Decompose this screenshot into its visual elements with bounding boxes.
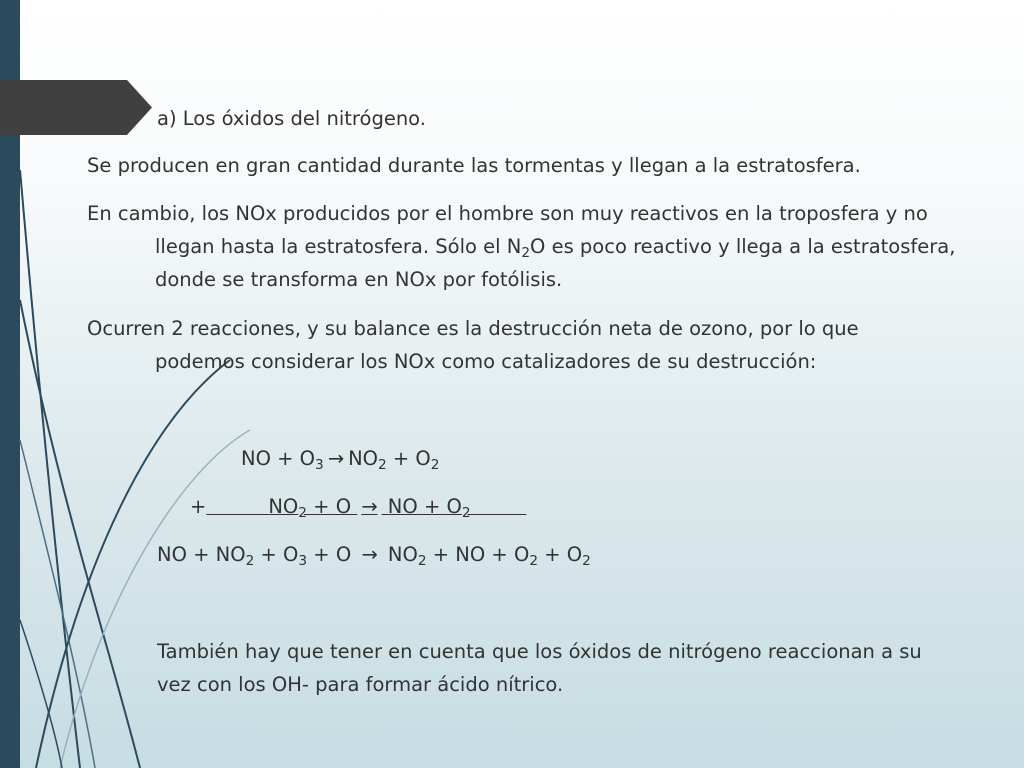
- paragraph-1: Se producen en gran cantidad durante las tormentas y llegan a la estratosfera.: [87, 154, 861, 177]
- paragraph-4-line-1: También hay que tener en cuenta que los óxidos de nitrógeno reaccionan a su: [157, 640, 922, 663]
- equation-1: NO + $O_3 \to NO_2 + O_2$: [241, 447, 440, 473]
- paragraph-4-line-2: vez con los OH- para formar ácido nítrico.: [157, 673, 564, 696]
- arrow-icon: →: [327, 447, 345, 470]
- paragraph-3-line-2: podemos considerar los NOx como catalizadores de su destrucción:: [155, 350, 817, 373]
- paragraph-2-line-1: En cambio, los NOx producidos por el hombre son muy reactivos en la troposfera y no: [87, 202, 928, 225]
- paragraph-4: [157, 635, 922, 701]
- paragraph-2-line-3: donde se transforma en NOx por fotólisis.: [155, 268, 563, 291]
- arrow-icon: →: [361, 495, 378, 518]
- equation-2: + $NO_2 + O$ → NO + $O_2$: [190, 495, 471, 521]
- title-tab-shape: [0, 80, 152, 135]
- paragraph-2: [87, 197, 955, 296]
- paragraph-3: [87, 312, 859, 378]
- equation-3: NO + $NO_2 + O_3 + O \to NO_2$ + NO + $O_2 + O_2$: [157, 543, 591, 569]
- section-title: a) Los óxidos del nitrógeno.: [157, 107, 426, 130]
- paragraph-3-line-1: Ocurren 2 reacciones, y su balance es la destrucción neta de ozono, por lo que: [87, 317, 859, 340]
- paragraph-2-line-2: llegan hasta la estratosfera. Sólo el $N_2O$ es poco reactivo y llega a la estratosfera,: [155, 235, 956, 261]
- arrow-icon: →: [361, 543, 378, 566]
